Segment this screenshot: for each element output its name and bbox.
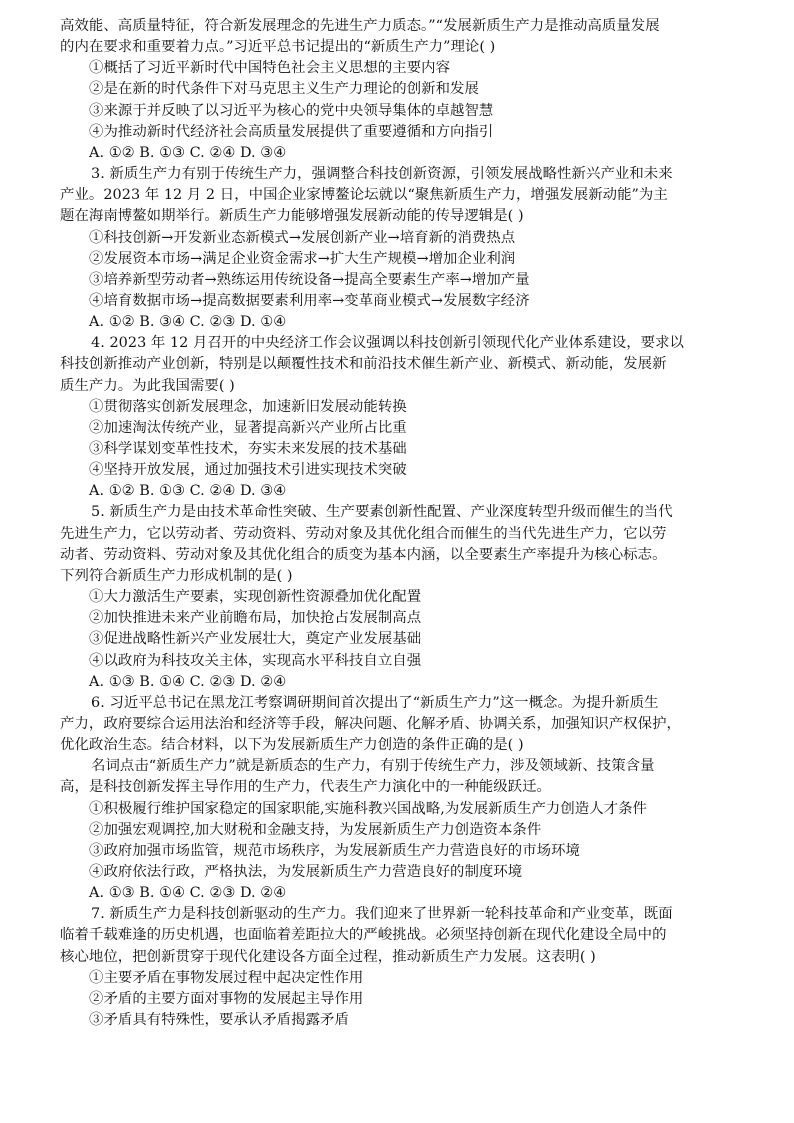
text-line: 质生产力。为此我国需要( ) xyxy=(60,377,235,394)
text-line: A. ①② B. ①③ C. ②④ D. ③④ xyxy=(89,144,287,161)
text-line: ③来源于并反映了以习近平为核心的党中央领导集体的卓越智慧 xyxy=(89,102,494,119)
text-line: 优化政治生态。结合材料，以下为发展新质生产力创造的条件正确的是( ) xyxy=(60,737,524,754)
text-line: ②发展资本市场→满足企业资金需求→扩大生产规模→增加企业利润 xyxy=(89,250,516,267)
text-line: 动者、劳动资料、劳动对象及其优化组合的质变为基本内涵，以全要素生产率提升为核心标志。 xyxy=(60,546,667,563)
text-line: ①大力激活生产要素，实现创新性资源叠加优化配置 xyxy=(89,589,422,605)
text-line: 的内在要求和重要着力点。”习近平总书记提出的“新质生产力”理论( ) xyxy=(60,39,496,56)
text-line: 名词点击“新质生产力”就是新质态的生产力，有别于传统生产力，涉及领域新、技策含量 xyxy=(91,758,655,775)
text-line: ④为推动新时代经济社会高质量发展提供了重要遵循和方向指引 xyxy=(89,123,494,140)
text-line: ②是在新的时代条件下对马克思主义生产力理论的创新和发展 xyxy=(89,81,479,98)
text-line: ②加快推进未来产业前瞻布局，加快抢占发展制高点 xyxy=(89,610,422,627)
text-line: 高效能、高质量特征，符合新发展理念的先进生产力质态。”“发展新质生产力是推动高质量发展 xyxy=(60,18,660,34)
text-line: 7. 新质生产力是科技创新驱动的生产力。我们迎来了世界新一轮科技革命和产业变革，既面 xyxy=(91,906,673,923)
text-line: ①主要矛盾在事物发展过程中起决定性作用 xyxy=(89,969,364,986)
text-line: ②加强宏观调控,加大财税和金融支持，为发展新质生产力创造资本条件 xyxy=(89,821,542,838)
text-line: 4. 2023 年 12 月召开的中央经济工作会议强调以科技创新引领现代化产业体系建设，要求以 xyxy=(91,335,684,352)
text-line: ①概括了习近平新时代中国特色社会主义思想的主要内容 xyxy=(89,60,451,77)
text-line: 产力，政府要综合运用法治和经济等手段，解决问题、化解矛盾、协调关系，加强知识产权保护， xyxy=(60,715,681,732)
text-line: 核心地位，把创新贯穿于现代化建设各方面全过程，推动新质生产力发展。这表明( ) xyxy=(60,948,596,965)
text-line: 6. 习近平总书记在黑龙江考察调研期间首次提出了“新质生产力”这一概念。为提升新质生 xyxy=(91,694,659,711)
text-line: 5. 新质生产力是由技术革命性突破、生产要素创新性配置、产业深度转型升级而催生的当代 xyxy=(91,504,673,521)
text-line: A. ①③ B. ①④ C. ②③ D. ②④ xyxy=(89,673,287,690)
text-line: 3. 新质生产力有别于传统生产力，强调整合科技创新资源，引领发展战略性新兴产业和未来 xyxy=(91,166,673,182)
text-line: A. ①② B. ③④ C. ②③ D. ①④ xyxy=(89,314,287,331)
text-line: ①贯彻落实创新发展理念，加速新旧发展动能转换 xyxy=(89,398,407,415)
text-line: ④以政府为科技攻关主体，实现高水平科技自立自强 xyxy=(89,652,422,669)
text-line: ③政府加强市场监管，规范市场秩序，为发展新质生产力营造良好的市场环境 xyxy=(89,842,580,859)
text-line: 临着千载难逢的历史机遇，也面临着差距拉大的严峻挑战。必须坚持创新在现代化建设全局中的 xyxy=(60,927,667,944)
text-line: 先进生产力，它以劳动者、劳动资料、劳动对象及其优化组合而催生的当代先进生产力，它以劳 xyxy=(60,525,667,542)
text-line: A. ①② B. ①③ C. ②④ D. ③④ xyxy=(89,483,287,500)
text-line: ③科学谋划变革性技术，夯实未来发展的技术基础 xyxy=(89,441,407,457)
text-line: ③培养新型劳动者→熟练运用传统设备→提高全要素生产率→增加产量 xyxy=(89,271,530,288)
text-line: 高，是科技创新发挥主导作用的生产力，代表生产力演化中的一种能级跃迁。 xyxy=(60,779,551,796)
text-line: 科技创新推动产业创新，特别是以颠覆性技术和前沿技术催生新产业、新模式、新动能，发展新 xyxy=(60,356,667,373)
text-line: ③促进战略性新兴产业发展壮大，奠定产业发展基础 xyxy=(89,631,422,648)
text-line: A. ①③ B. ①④ C. ②③ D. ②④ xyxy=(89,885,287,902)
text-line: ①积极履行维护国家稳定的国家职能,实施科教兴国战略,为发展新质生产力创造人才条件 xyxy=(89,800,647,817)
text-line: 题在海南博鳌如期举行。新质生产力能够增强发展新动能的传导逻辑是( ) xyxy=(60,208,524,225)
text-line: ②加速淘汰传统产业，显著提高新兴产业所占比重 xyxy=(89,419,407,436)
text-line: ④培育数据市场→提高数据要素利用率→变革商业模式→发展数字经济 xyxy=(89,292,530,309)
text-line: 下列符合新质生产力形成机制的是( ) xyxy=(60,567,293,584)
text-line: ③矛盾具有特殊性，要承认矛盾揭露矛盾 xyxy=(89,1012,349,1028)
text-line: 产业。2023 年 12 月 2 日，中国企业家博鳌论坛就以“聚焦新质生产力，增强发展新动能”为主 xyxy=(60,187,668,204)
text-line: ④政府依法行政，严格执法，为发展新质生产力营造良好的制度环境 xyxy=(89,864,523,880)
text-line: ①科技创新→开发新业态新模式→发展创新产业→培育新的消费热点 xyxy=(89,229,516,246)
text-line: ④坚持开放发展，通过加强技术引进实现技术突破 xyxy=(89,462,407,479)
text-line: ②矛盾的主要方面对事物的发展起主导作用 xyxy=(89,990,364,1007)
